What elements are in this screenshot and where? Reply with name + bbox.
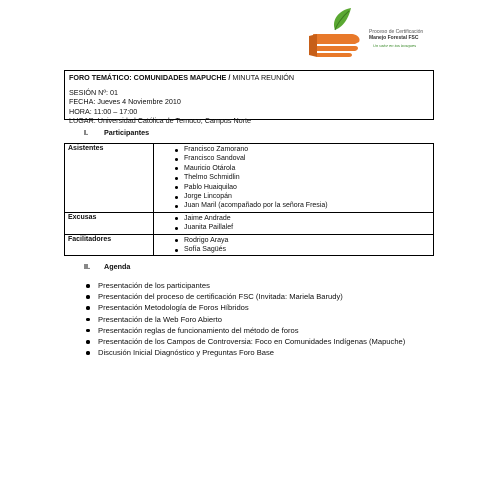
fsc-logo: [305, 4, 455, 60]
list-item: Thelmo Schmidlin: [175, 173, 430, 182]
table-row: [65, 234, 434, 256]
participants-heading: [84, 128, 149, 137]
meeting-time: HORA: 11:00 – 17:00: [69, 106, 138, 116]
list-item: Presentación Metodología de Foros Híbridos: [84, 302, 439, 313]
list-item: Presentación reglas de funcionamiento del método de foros: [84, 325, 439, 336]
list-item: Mauricio Otárola: [175, 164, 430, 173]
row-label: Excusas: [65, 212, 154, 234]
logo-line2: Manejo Forestal FSC: [369, 35, 419, 41]
table-row: [65, 144, 434, 213]
meeting-title-rest: MINUTA REUNIÓN: [230, 73, 295, 82]
list-item: Francisco Sandoval: [175, 154, 430, 163]
list-item: Discusión Inicial Diagnóstico y Preguntas Foro Base: [84, 347, 439, 358]
participants-heading-number: I.: [84, 128, 88, 137]
participants-table: [64, 143, 434, 256]
list-item: Presentación de la Web Foro Abierto: [84, 314, 439, 325]
meeting-title-bold: FORO TEMÁTICO: COMUNIDADES MAPUCHE /: [69, 73, 231, 82]
logo-text: [369, 29, 423, 41]
list-item: Francisco Zamorano: [175, 145, 430, 154]
list-item: Jaime Andrade: [175, 214, 430, 223]
hand-leaf-icon: [305, 4, 369, 60]
row-names: [154, 212, 434, 234]
list-item: Presentación de los participantes: [84, 280, 439, 291]
list-item: Sofía Sagüés: [175, 245, 430, 254]
agenda-list: [84, 280, 439, 358]
list-item: Presentación del proceso de certificación FSC (Invitada: Mariela Barudy): [84, 291, 439, 302]
meeting-date: FECHA: Jueves 4 Noviembre 2010: [69, 97, 181, 107]
meeting-title: [69, 73, 429, 82]
agenda-heading-text: Agenda: [104, 262, 131, 271]
row-names: [154, 234, 434, 256]
row-names: [154, 144, 434, 213]
participants-heading-text: Participantes: [104, 128, 150, 137]
row-label: Asistentes: [65, 144, 154, 213]
session-number: SESIÓN Nº: 01: [69, 88, 118, 98]
meeting-place: LUGAR: Universidad Católica de Temuco, Campus Norte: [69, 115, 252, 125]
logo-slogan: Un valor en tus bosques: [373, 43, 417, 48]
row-label: Facilitadores: [65, 234, 154, 256]
logo-line1: Proceso de Certificación: [369, 29, 424, 35]
list-item: Juan Maril (acompañado por la señora Fresia): [175, 201, 430, 210]
list-item: Juanita Paillalef: [175, 223, 430, 232]
agenda-heading: [84, 262, 130, 271]
list-item: Rodrigo Araya: [175, 236, 430, 245]
table-row: [65, 212, 434, 234]
agenda-heading-number: II.: [84, 262, 90, 271]
list-item: Presentación de los Campos de Controversia: Foco en Comunidades Indígenas (Mapuche): [84, 336, 439, 347]
meeting-header-box: [64, 70, 434, 125]
list-item: Pablo Huaiquilao: [175, 183, 430, 192]
list-item: Jorge Lincopán: [175, 192, 430, 201]
